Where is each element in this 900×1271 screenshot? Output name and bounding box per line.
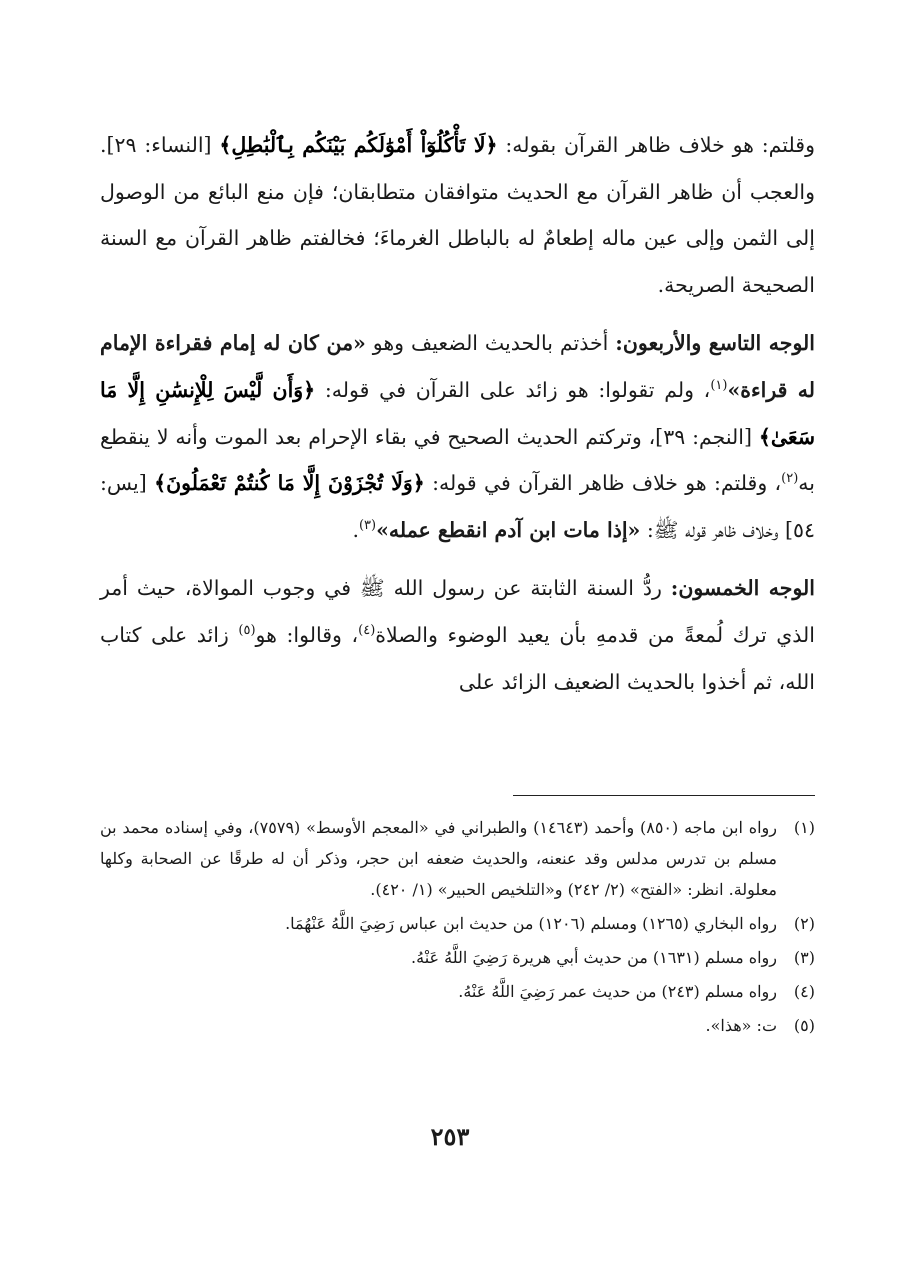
footnote-number: (٤) bbox=[793, 982, 815, 1001]
footnote-number: (١) bbox=[793, 818, 815, 837]
footnotes bbox=[100, 812, 815, 1041]
footnote-reference: (٣) bbox=[358, 517, 377, 533]
quran-verse: ﴿وَلَا تُجْزَوْنَ إِلَّا مَا كُنتُمْ تَعْمَلُونَ﴾ bbox=[154, 471, 425, 496]
section-heading: الوجه التاسع والأربعون: bbox=[615, 331, 815, 356]
footnote-4 bbox=[100, 976, 815, 1007]
text-segment: ، وقالوا: هو bbox=[255, 622, 359, 647]
text-segment: ردُّ السنة الثابتة عن رسول الله ﷺ في وجوب الموالاة، حيث أمر الذي ترك لُمعةً من قدمهِ بأن يعيد الوضوء والصلاة bbox=[100, 576, 815, 647]
section-heading: الوجه الخمسون: bbox=[670, 576, 815, 601]
main-text bbox=[100, 122, 815, 705]
footnote-reference: (١) bbox=[710, 378, 728, 394]
text-segment: أخذتم بالحديث الضعيف وهو bbox=[365, 331, 616, 356]
page-number: ٢٥٣ bbox=[430, 1122, 470, 1151]
text-segment: ، وقلتم: هو خلاف ظاهر القرآن في قوله: bbox=[424, 471, 782, 496]
text-segment: . bbox=[352, 517, 359, 542]
text-segment: [النساء: ٢٩]. والعجب أن ظاهر القرآن مع الحديث متوافقان متطابقان؛ فإن منع البائع من الوصول إلى الثمن وإلى عين ماله إطعامٌ له بالباطل الغرماءَ؛ فخالفتم ظاهر القرآن مع السنة الصحيحة الصريحة. bbox=[100, 133, 815, 297]
footnote-text: رواه مسلم (٢٤٣) من حديث عمر رَضِيَ اللَّهُ عَنْهُ. bbox=[458, 982, 777, 1001]
quran-verse: ﴿لَا تَأْكُلُوٓاْ أَمْوَٰلَكُم بَيْنَكُم بِٱلْبَٰطِلِ﴾ bbox=[219, 133, 498, 157]
footnote-reference: (٤) bbox=[358, 623, 376, 639]
hadith-quote: «إذا مات ابن آدم انقطع عمله» bbox=[376, 517, 641, 542]
footnote-3 bbox=[100, 942, 815, 973]
footnote-text: رواه البخاري (١٢٦٥) ومسلم (١٢٠٦) من حديث ابن عباس رَضِيَ اللَّهُ عَنْهُمَا. bbox=[285, 914, 777, 933]
footnote-text: رواه مسلم (١٦٣١) من حديث أبي هريرة رَضِيَ اللَّهُ عَنْهُ. bbox=[411, 948, 777, 967]
footnote-2 bbox=[100, 908, 815, 939]
paragraph-2 bbox=[100, 320, 815, 553]
text-segment: وقلتم: هو خلاف ظاهر القرآن بقوله: bbox=[497, 133, 815, 157]
quran-verse: ﴿وَأَن لَّيْسَ لِلْإِنسَٰنِ إِلَّا مَا سَعَىٰ﴾ bbox=[100, 377, 815, 449]
text-segment: [يس: ٥٤] وخلاف ظاهر قوله ﷺ: bbox=[100, 471, 815, 542]
footnote-reference: (٢) bbox=[781, 471, 799, 487]
hadith-quote: «من كان له إمام فقراءة الإمام له قراءة» bbox=[100, 331, 816, 402]
text-segment: ، ولم تقولوا: هو زائد على القرآن في قوله: bbox=[315, 377, 711, 402]
footnote-divider bbox=[513, 795, 815, 796]
paragraph-3 bbox=[100, 565, 815, 705]
footnote-number: (٥) bbox=[793, 1016, 815, 1035]
footnote-text: ت: «هذا». bbox=[705, 1016, 777, 1035]
footnote-reference: (٥) bbox=[238, 623, 256, 639]
footnote-text: رواه ابن ماجه (٨٥٠) وأحمد (١٤٦٤٣) والطبراني في «المعجم الأوسط» (٧٥٧٩)، وفي إسناده محمد بن مسلم بن تدرس مدلس وقد عنعنه، والحديث ضعفه ابن حجر، وذكر أن له طرقًا عن الصحابة وكلها معلولة. انظر: «الفتح» (٢/ ٢٤٢) و«التلخيص الحبير» (١/ ٤٢٠). bbox=[100, 818, 777, 899]
footnote-5 bbox=[100, 1010, 815, 1041]
text-segment: [النجم: ٣٩]، وتركتم الحديث الصحيح في بقاء الإحرام بعد الموت وأنه لا ينقطع به bbox=[100, 424, 815, 496]
text-segment: زائد على كتاب الله، ثم أخذوا بالحديث الضعيف الزائد على bbox=[100, 622, 815, 694]
paragraph-1 bbox=[100, 122, 815, 308]
footnote-number: (٣) bbox=[793, 948, 815, 967]
footnote-number: (٢) bbox=[793, 914, 815, 933]
footnote-1 bbox=[100, 812, 815, 905]
